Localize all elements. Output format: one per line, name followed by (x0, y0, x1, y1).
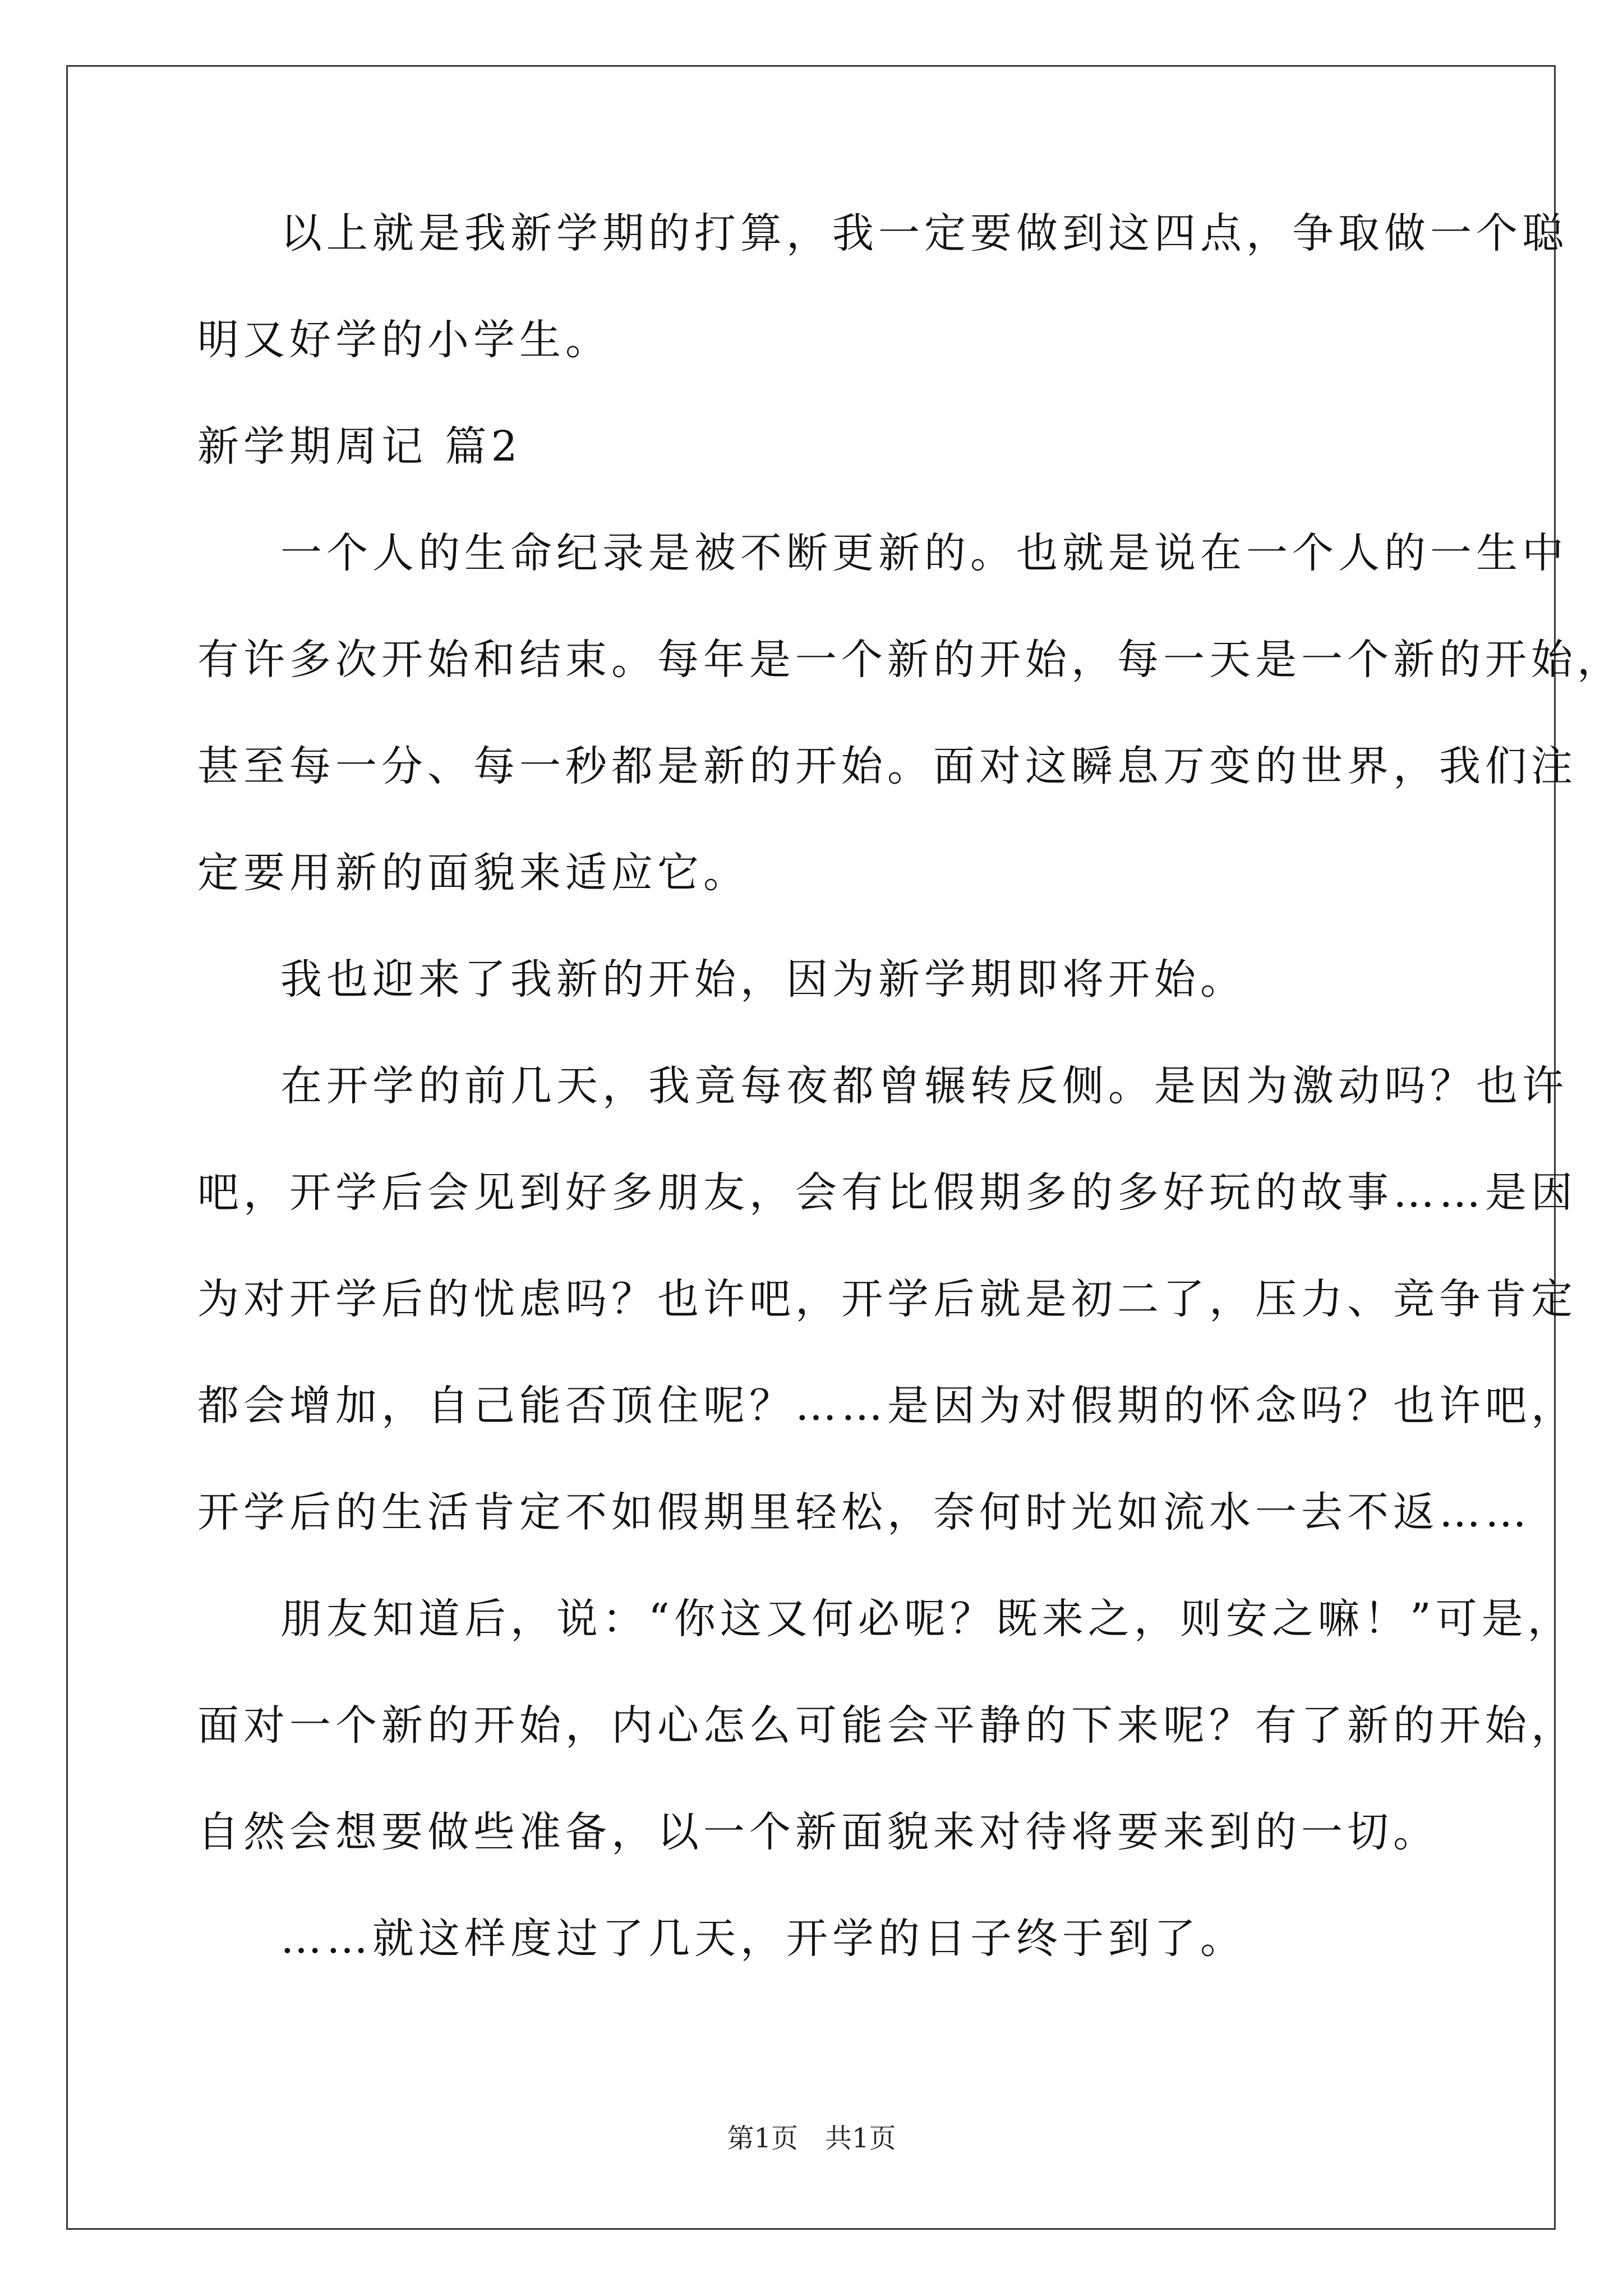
paragraph-line: 一个人的生命纪录是被不断更新的。也就是说在一个人的一生中 (280, 529, 1568, 577)
paragraph-line: 我也迎来了我新的开始，因为新学期即将开始。 (280, 955, 1246, 1004)
paragraph-line: 为对开学后的忧虑吗？也许吧，开学后就是初二了，压力、竞争肯定 (197, 1275, 1577, 1323)
paragraph-line: 有许多次开始和结束。每年是一个新的开始，每一天是一个新的开始， (197, 636, 1623, 684)
paragraph-line: 吧，开学后会见到好多朋友，会有比假期多的多好玩的故事……是因 (197, 1168, 1577, 1217)
paragraph-line: 都会增加，自己能否顶住呢？……是因为对假期的怀念吗？也许吧， (197, 1382, 1577, 1430)
page-border (66, 65, 1556, 2230)
section-heading: 新学期周记 篇2 (197, 422, 522, 471)
paragraph-line: 自然会想要做些准备，以一个新面貌来对待将要来到的一切。 (197, 1808, 1439, 1856)
paragraph-line: 以上就是我新学期的打算，我一定要做到这四点，争取做一个聪 (280, 209, 1568, 257)
page-number-footer: 第1页 共1页 (727, 2123, 896, 2154)
paragraph-line: 面对一个新的开始，内心怎么可能会平静的下来呢？有了新的开始， (197, 1701, 1577, 1750)
paragraph-line: 定要用新的面貌来适应它。 (197, 849, 749, 897)
paragraph-line: 明又好学的小学生。 (197, 316, 611, 364)
paragraph-line: 甚至每一分、每一秒都是新的开始。面对这瞬息万变的世界，我们注 (197, 742, 1577, 790)
paragraph-line: 朋友知道后，说：“你这又何必呢？既来之，则安之嘛！”可是， (280, 1595, 1574, 1643)
paragraph-line: 在开学的前几天，我竟每夜都曾辗转反侧。是因为激动吗？也许 (280, 1062, 1568, 1110)
paragraph-line: ……就这样度过了几天，开学的日子终于到了。 (280, 1915, 1246, 1963)
paragraph-line: 开学后的生活肯定不如假期里轻松，奈何时光如流水一去不返…… (197, 1488, 1531, 1536)
